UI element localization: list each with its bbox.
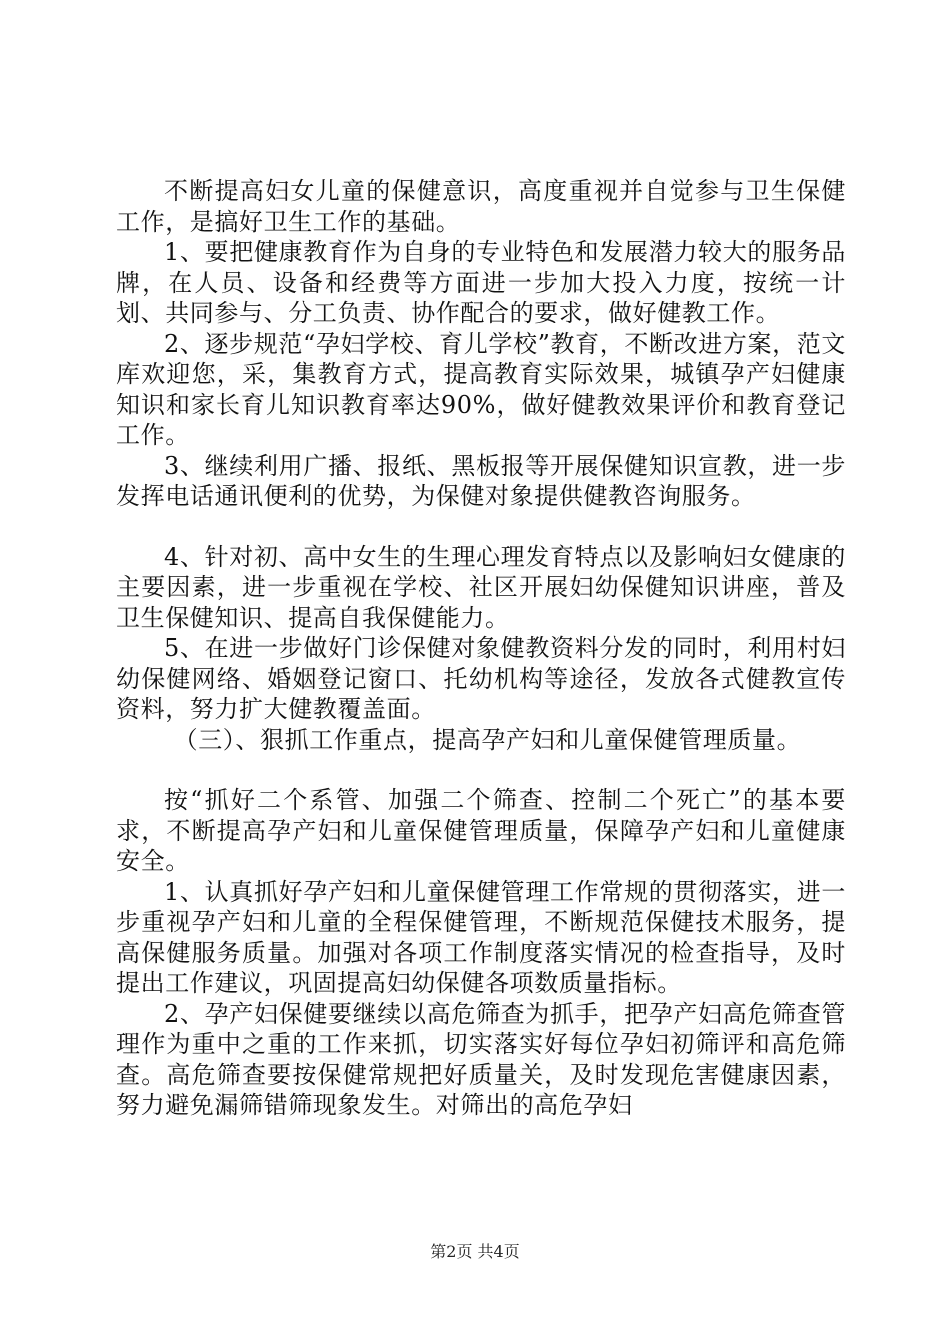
page-number-footer: 第2页 共4页 (430, 1242, 520, 1261)
section-heading-3: （三）、狠抓工作重点，提高孕产妇和儿童保健管理质量。 (173, 725, 802, 754)
paragraph-section-intro: 按“抓好二个系管、加强二个筛查、控制二个死亡”的基本要求，不断提高孕产妇和儿童保健管理质量，保障孕产妇和儿童健康安全。 (116, 786, 846, 875)
paragraph-item-5: 5、在进一步做好门诊保健对象健教资料分发的同时，利用村妇幼保健网络、婚姻登记窗口、托幼机构等途径，发放各式健教宣传资料，努力扩大健教覆盖面。 (116, 634, 846, 723)
paragraph-item-4: 4、针对初、高中女生的生理心理发育特点以及影响妇女健康的主要因素，进一步重视在学校、社区开展妇幼保健知识讲座，普及卫生保健知识、提高自我保健能力。 (116, 542, 846, 632)
document-body (116, 176, 846, 1121)
paragraph-section-item-2: 2、孕产妇保健要继续以高危筛查为抓手，把孕产妇高危筛查管理作为重中之重的工作来抓，切实落实好每位孕妇初筛评和高危筛查。高危筛查要按保健常规把好质量关，及时发现危害健康因素，努力避免漏筛错筛现象发生。对筛出的高危孕妇 (116, 999, 846, 1119)
paragraph-item-3: 3、继续利用广播、报纸、黑板报等开展保健知识宣教，进一步发挥电话通讯便利的优势，为保健对象提供健教咨询服务。 (116, 451, 846, 510)
paragraph-intro: 不断提高妇女儿童的保健意识，高度重视并自觉参与卫生保健工作，是搞好卫生工作的基础。 (116, 177, 846, 236)
paragraph-item-1: 1、要把健康教育作为自身的专业特色和发展潜力较大的服务品牌，在人员、设备和经费等方面进一步加大投入力度，按统一计划、共同参与、分工负责、协作配合的要求，做好健教工作。 (116, 238, 846, 327)
paragraph-item-2: 2、逐步规范“孕妇学校、育儿学校”教育，不断改进方案，范文库欢迎您，采，集教育方式，提高教育实际效果，城镇孕产妇健康知识和家长育儿知识教育率达90%，做好健教效果评价和教育登记工作。 (116, 329, 846, 449)
paragraph-section-item-1: 1、认真抓好孕产妇和儿童保健管理工作常规的贯彻落实，进一步重视孕产妇和儿童的全程保健管理，不断规范保健技术服务，提高保健服务质量。加强对各项工作制度落实情况的检查指导，及时提出工作建议，巩固提高妇幼保健各项数质量指标。 (116, 877, 846, 997)
